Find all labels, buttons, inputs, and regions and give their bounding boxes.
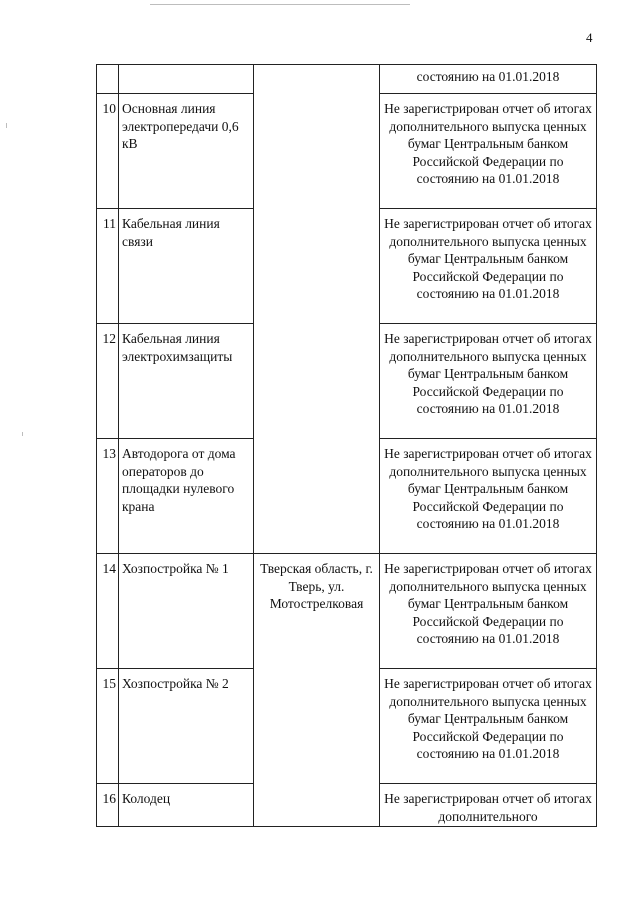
- registration-note: состоянию на 01.01.2018: [380, 65, 597, 94]
- page-number: 4: [586, 30, 593, 45]
- row-number: 10: [97, 94, 119, 209]
- address-cell-empty: [254, 65, 380, 554]
- address-cell: Тверская область, г. Тверь, ул. Мотострелковая: [254, 554, 380, 827]
- registration-note: Не зарегистрирован отчет об итогах дополнительного выпуска ценных бумаг Центральным банком Российской Федерации по состоянию на 01.01.2018: [380, 554, 597, 669]
- property-table: [96, 64, 597, 827]
- row-number: 16: [97, 784, 119, 827]
- row-number: 11: [97, 209, 119, 324]
- scan-artifact-top: [150, 4, 410, 5]
- row-number: 13: [97, 439, 119, 554]
- row-number: [97, 65, 119, 94]
- row-number: 12: [97, 324, 119, 439]
- object-name: Кабельная линия электрохимзащиты: [119, 324, 254, 439]
- object-name: Хозпостройка № 2: [119, 669, 254, 784]
- registration-note: Не зарегистрирован отчет об итогах дополнительного: [380, 784, 597, 827]
- object-name: Автодорога от дома операторов до площадки нулевого крана: [119, 439, 254, 554]
- object-name: Кабельная линия связи: [119, 209, 254, 324]
- registration-note: Не зарегистрирован отчет об итогах дополнительного выпуска ценных бумаг Центральным банком Российской Федерации по состоянию на 01.01.2018: [380, 94, 597, 209]
- object-name: Хозпостройка № 1: [119, 554, 254, 669]
- registration-note: Не зарегистрирован отчет об итогах дополнительного выпуска ценных бумаг Центральным банком Российской Федерации по состоянию на 01.01.2018: [380, 209, 597, 324]
- registration-note: Не зарегистрирован отчет об итогах дополнительного выпуска ценных бумаг Центральным банком Российской Федерации по состоянию на 01.01.2018: [380, 324, 597, 439]
- row-number: 15: [97, 669, 119, 784]
- scan-artifact-left-1: [6, 123, 7, 128]
- scan-artifact-left-2: [22, 432, 23, 436]
- table-row: [97, 554, 597, 669]
- row-number: 14: [97, 554, 119, 669]
- registration-note: Не зарегистрирован отчет об итогах дополнительного выпуска ценных бумаг Центральным банком Российской Федерации по состоянию на 01.01.2018: [380, 669, 597, 784]
- object-name: Колодец: [119, 784, 254, 827]
- table-row: [97, 65, 597, 94]
- object-name: Основная линия электропередачи 0,6 кВ: [119, 94, 254, 209]
- registration-note: Не зарегистрирован отчет об итогах дополнительного выпуска ценных бумаг Центральным банком Российской Федерации по состоянию на 01.01.2018: [380, 439, 597, 554]
- object-name: [119, 65, 254, 94]
